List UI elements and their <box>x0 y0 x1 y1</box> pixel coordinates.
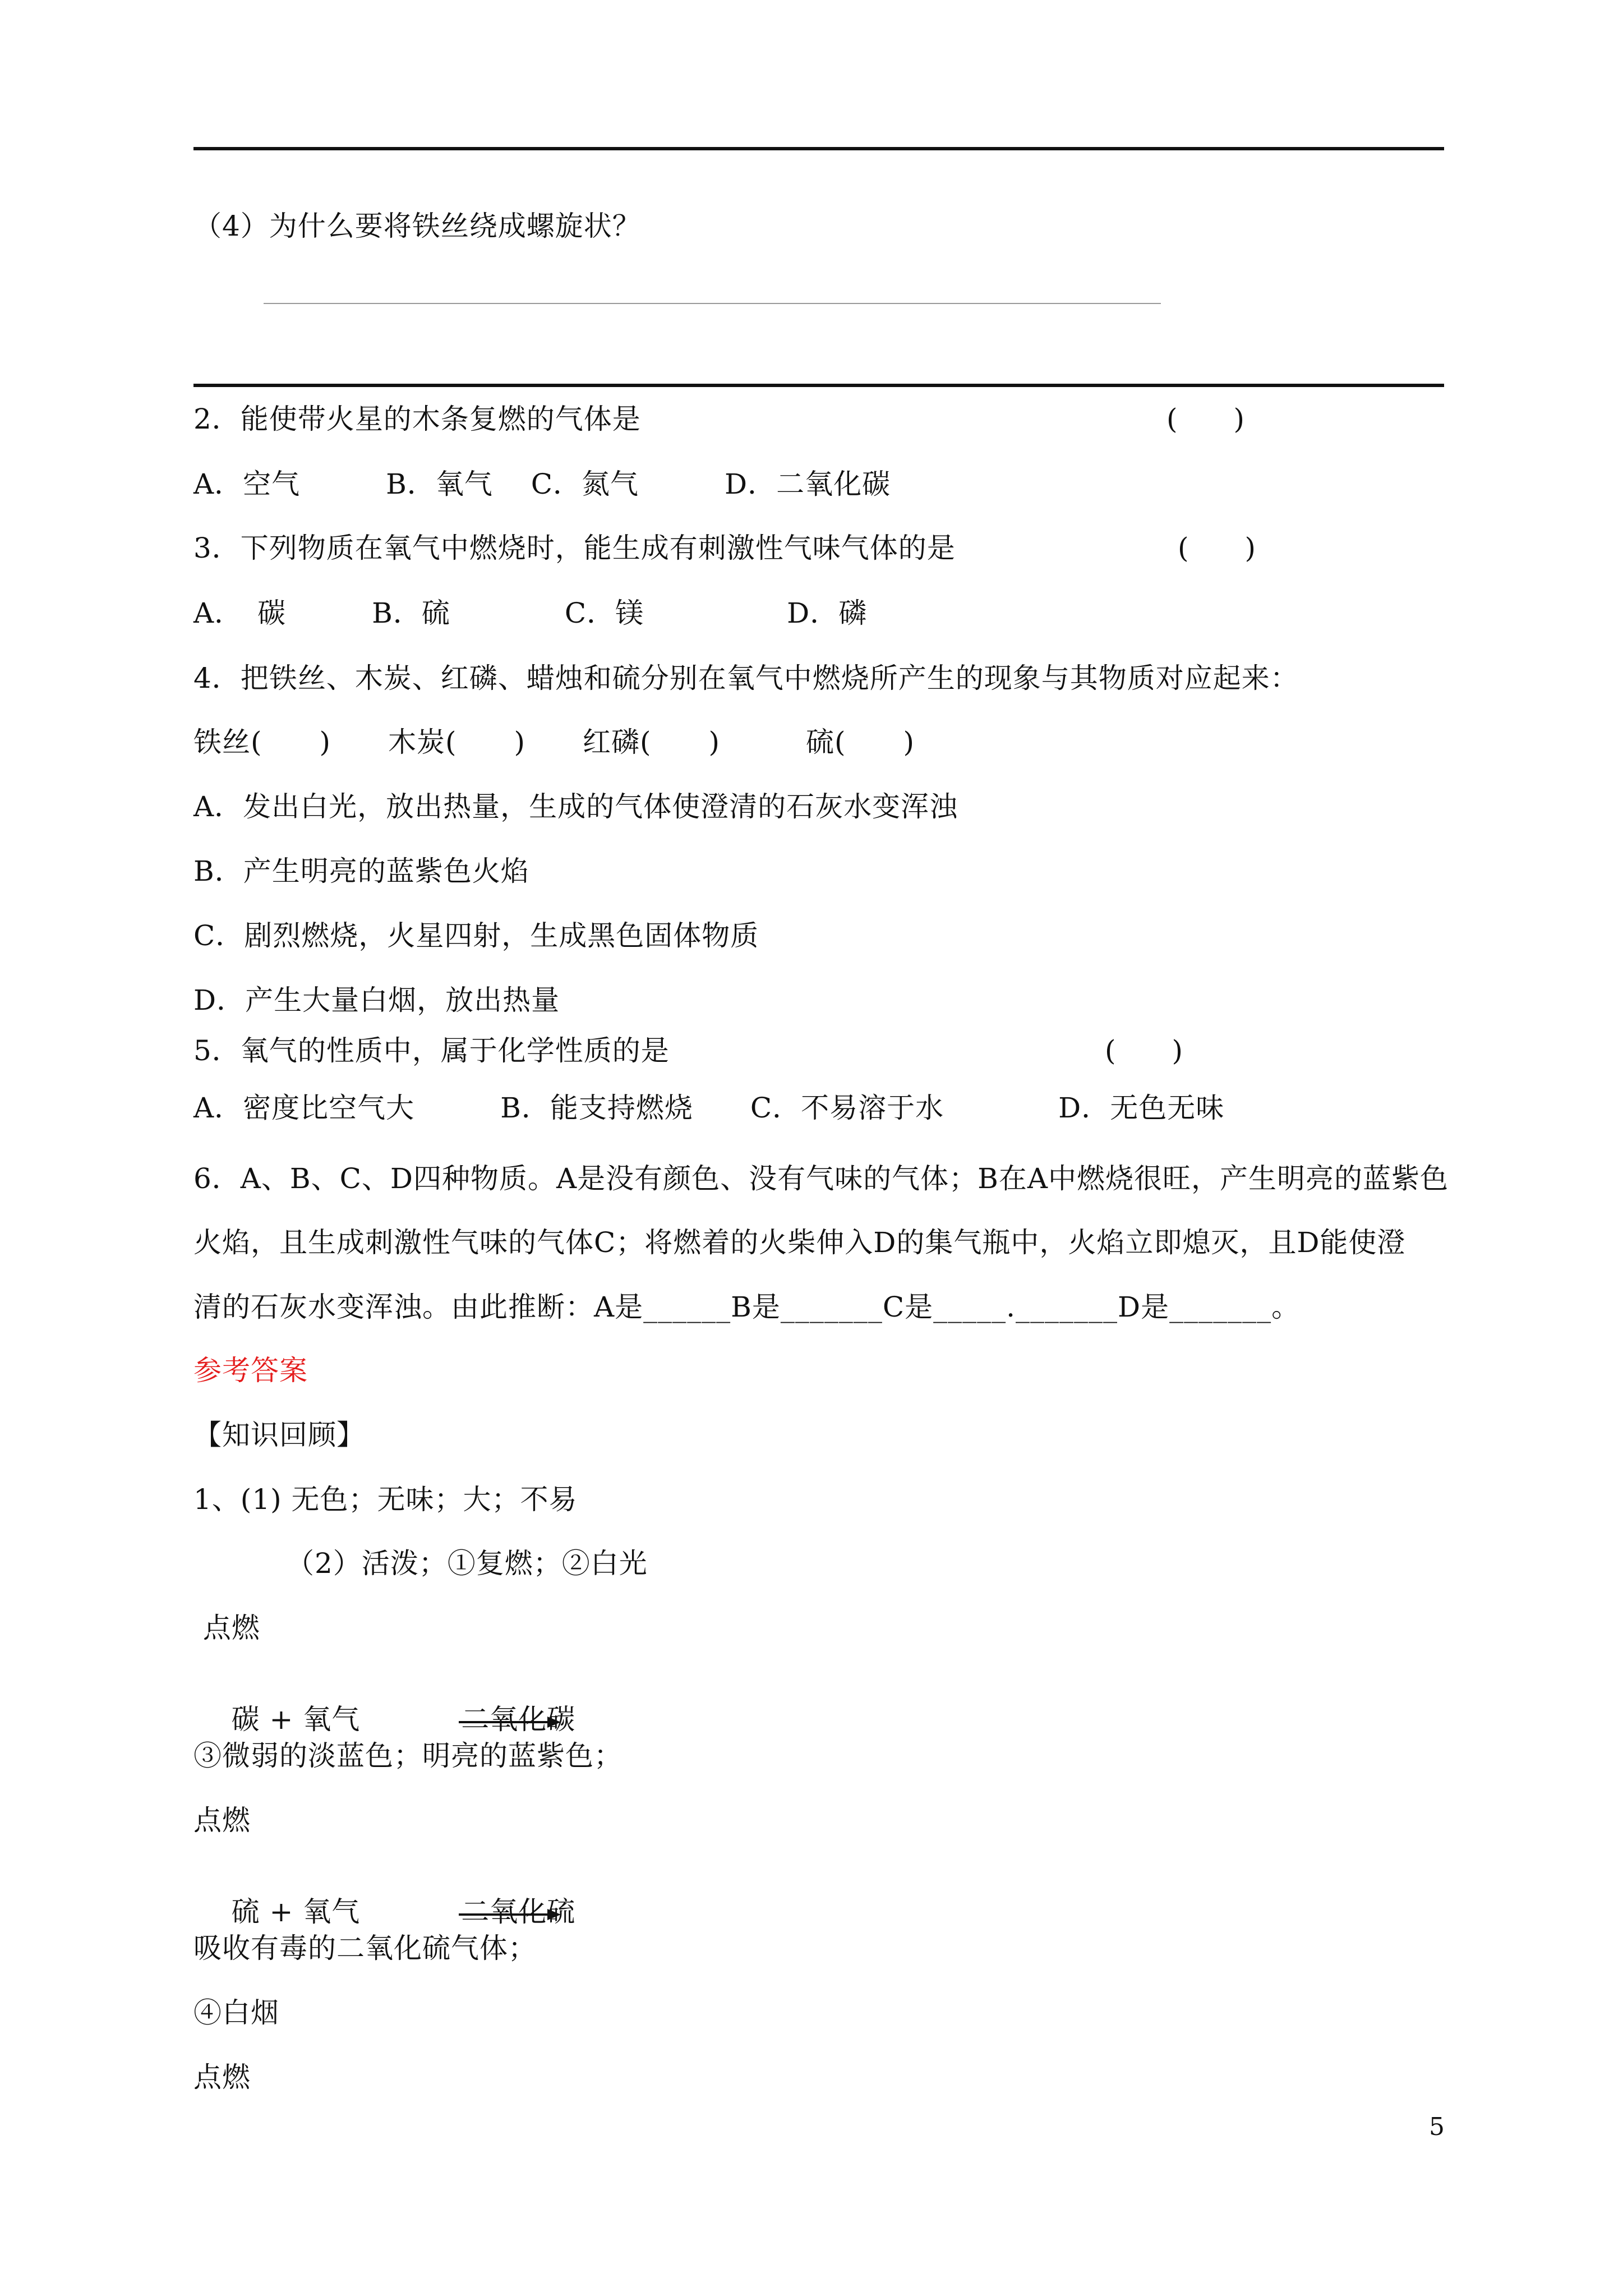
equation-sulfur-reactants: 硫 + 氧气 <box>231 1895 361 1928</box>
reaction-arrow-icon <box>459 1721 551 1723</box>
question-6-line-1: 6．A、B、C、D四种物质。A是没有颜色、没有气味的气体；B在A中燃烧很旺，产生明亮的蓝紫色 <box>193 1162 1449 1195</box>
section-rule <box>193 384 1444 387</box>
top-rule <box>193 147 1444 150</box>
question-3-answer-paren: ( ) <box>1178 532 1256 564</box>
answer-4: 吸收有毒的二氧化硫气体； <box>193 1932 537 1964</box>
question-4-option-d: D．产生大量白烟，放出热量 <box>193 984 560 1016</box>
question-4-option-c: C．剧烈燃烧，火星四射，生成黑色固体物质 <box>193 919 759 952</box>
answer-2: （2）活泼；①复燃；②白光 <box>286 1547 648 1580</box>
equation-carbon-products-wrap <box>461 1703 576 1736</box>
answer-3: ③微弱的淡蓝色；明亮的蓝紫色； <box>193 1740 623 1772</box>
condition-label-2: 点燃 <box>193 1804 251 1837</box>
page-number: 5 <box>1429 2113 1445 2141</box>
answer-1: 1、(1) 无色；无味；大；不易 <box>193 1483 578 1516</box>
question-5-answer-paren: ( ) <box>1105 1034 1183 1067</box>
question-5-options: A．密度比空气大 B．能支持燃烧 C．不易溶于水 D．无色无味 <box>193 1092 1225 1124</box>
equation-carbon-products: 二氧化碳 <box>461 1703 576 1736</box>
question-4-subpart: （4）为什么要将铁丝绕成螺旋状？ <box>193 210 641 242</box>
answer-5: ④白烟 <box>193 1996 279 2029</box>
question-6-line-2: 火焰，且生成刺激性气味的气体C；将燃着的火柴伸入D的集气瓶中，火焰立即熄灭，且D能使澄 <box>193 1226 1406 1259</box>
question-6-line-3: 清的石灰水变浑浊。由此推断：A是______B是_______C是_____._______D是_______。 <box>193 1291 1301 1323</box>
equation-sulfur-products: 二氧化硫 <box>461 1895 576 1928</box>
question-4-option-a: A．发出白光，放出热量，生成的气体使澄清的石灰水变浑浊 <box>193 790 958 823</box>
question-4-text: 4．把铁丝、木炭、红磷、蜡烛和硫分别在氧气中燃烧所产生的现象与其物质对应起来： <box>193 662 1299 694</box>
knowledge-review-heading: 【知识回顾】 <box>193 1419 365 1451</box>
question-4-blanks: 铁丝( ) 木炭( ) 红磷( ) 硫( ) <box>193 726 915 758</box>
question-3-text: 3．下列物质在氧气中燃烧时，能生成有刺激性气味气体的是 <box>193 532 956 564</box>
answer-blank-line <box>264 303 1161 304</box>
question-3-options: A． 碳 B．硫 C．镁 D．磷 <box>193 597 868 629</box>
question-2-text: 2．能使带火星的木条复燃的气体是 <box>193 403 641 435</box>
answers-heading: 参考答案 <box>193 1354 308 1387</box>
condition-label-3: 点燃 <box>193 2061 251 2093</box>
equation-sulfur-products-wrap <box>461 1895 576 1928</box>
question-2-options: A．空气 B．氧气 C．氮气 D．二氧化碳 <box>193 468 891 500</box>
equation-carbon-reactants: 碳 + 氧气 <box>231 1703 361 1736</box>
question-5-text: 5．氧气的性质中，属于化学性质的是 <box>193 1034 670 1067</box>
reaction-arrow-icon <box>459 1913 551 1916</box>
question-2-answer-paren: ( ) <box>1166 403 1245 435</box>
question-4-option-b: B．产生明亮的蓝紫色火焰 <box>193 855 529 887</box>
condition-label-1: 点燃 <box>193 1612 260 1644</box>
